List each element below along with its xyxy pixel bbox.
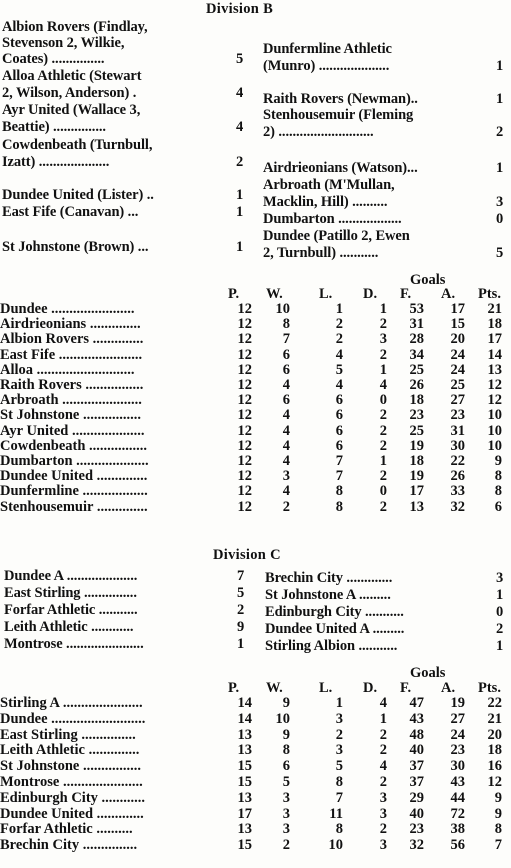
- stat-cell: 9: [494, 453, 502, 469]
- result-text: Montrose ......................: [4, 636, 144, 652]
- team-name: Dundee ..........................: [0, 710, 146, 727]
- stat-cell: 12: [237, 316, 252, 333]
- team-name: Dundee United ..............: [0, 468, 148, 485]
- result-score: 1: [236, 239, 244, 255]
- stat-cell: 12: [237, 498, 252, 515]
- stat-cell: 10: [487, 422, 502, 439]
- stat-cell: 40: [409, 742, 424, 759]
- result-score: 1: [496, 587, 504, 603]
- stat-cell: 31: [409, 316, 424, 333]
- team-name: St Johnstone ................: [0, 758, 141, 775]
- stat-cell: 6: [335, 422, 343, 439]
- stat-cell: 12: [237, 453, 252, 469]
- result-text: Dumbarton ..................: [263, 211, 402, 227]
- stat-cell: 8: [494, 468, 502, 485]
- result-score: 9: [237, 619, 245, 635]
- stat-cell: 10: [487, 437, 502, 454]
- stat-cell: 14: [237, 710, 252, 727]
- stat-cell: 8: [335, 774, 343, 790]
- result-text: Dundee A ....................: [4, 568, 138, 584]
- result-score: 1: [496, 58, 504, 74]
- stat-cell: 8: [494, 483, 502, 500]
- result-text: (Munro) ....................: [263, 58, 390, 74]
- table-row: [0, 775, 511, 791]
- stat-cell: 4: [282, 437, 290, 454]
- stat-cell: 25: [409, 422, 424, 439]
- column-header: W.: [266, 680, 283, 696]
- stat-cell: 48: [409, 726, 424, 743]
- division-b-heading: Division B: [206, 1, 274, 17]
- stat-cell: 8: [494, 821, 502, 838]
- stat-cell: 9: [494, 805, 502, 822]
- stat-cell: 8: [335, 498, 343, 515]
- result-score: 7: [237, 568, 245, 584]
- result-score: 0: [496, 604, 504, 620]
- stat-cell: 32: [409, 837, 424, 854]
- team-name: Dunfermline ..................: [0, 483, 148, 500]
- table-row: [0, 791, 511, 807]
- stat-cell: 2: [335, 316, 343, 333]
- stat-cell: 6: [494, 498, 502, 515]
- stat-cell: 2: [282, 837, 290, 854]
- result-score: 3: [496, 194, 504, 210]
- stat-cell: 7: [335, 453, 343, 469]
- stat-cell: 3: [282, 805, 290, 822]
- stat-cell: 21: [487, 710, 502, 727]
- stat-cell: 4: [282, 422, 290, 439]
- stat-cell: 43: [409, 710, 424, 727]
- stat-cell: 19: [409, 437, 424, 454]
- result-score: 4: [236, 85, 244, 101]
- team-name: St Johnstone ................: [0, 407, 141, 424]
- column-header: A.: [441, 286, 456, 302]
- stat-cell: 8: [335, 483, 343, 500]
- stat-cell: 25: [450, 377, 465, 393]
- stat-cell: 12: [237, 407, 252, 424]
- stat-cell: 7: [335, 789, 343, 806]
- stat-cell: 3: [282, 789, 290, 806]
- column-header: A.: [441, 680, 456, 696]
- stat-cell: 1: [379, 361, 387, 378]
- result-score: 5: [236, 51, 244, 67]
- stat-cell: 12: [487, 377, 502, 393]
- result-text: Izatt) ....................: [2, 154, 110, 170]
- stat-cell: 20: [450, 331, 465, 348]
- result-text: Dunfermline Athletic: [263, 41, 392, 57]
- result-text: Brechin City .............: [265, 570, 393, 586]
- team-name: Stirling A ......................: [0, 695, 143, 711]
- stat-cell: 17: [487, 331, 502, 348]
- stat-cell: 11: [329, 805, 343, 822]
- stat-cell: 1: [379, 301, 387, 317]
- stat-cell: 9: [494, 789, 502, 806]
- stat-cell: 23: [409, 407, 424, 424]
- result-score: 1: [496, 160, 504, 176]
- stat-cell: 23: [409, 821, 424, 838]
- stat-cell: 29: [409, 789, 424, 806]
- result-text: Arbroath (M'Mullan,: [263, 177, 395, 193]
- stat-cell: 13: [237, 789, 252, 806]
- stat-cell: 7: [494, 837, 502, 854]
- stat-cell: 17: [450, 301, 465, 317]
- stat-cell: 22: [450, 453, 465, 469]
- column-header: D.: [363, 680, 378, 696]
- stat-cell: 13: [487, 361, 502, 378]
- stat-cell: 13: [237, 742, 252, 759]
- stat-cell: 2: [379, 774, 387, 790]
- team-name: Dundee United .............: [0, 805, 144, 822]
- stat-cell: 2: [282, 498, 290, 515]
- column-header: F.: [400, 680, 412, 696]
- result-score: 5: [496, 245, 504, 261]
- column-header: Pts.: [478, 680, 501, 696]
- stat-cell: 5: [335, 361, 343, 378]
- stat-cell: 1: [335, 301, 343, 317]
- stat-cell: 40: [409, 805, 424, 822]
- team-name: Forfar Athletic ..........: [0, 821, 133, 838]
- stat-cell: 1: [379, 710, 387, 727]
- result-score: 1: [496, 91, 504, 107]
- stat-cell: 18: [487, 316, 502, 333]
- team-name: East Fife .......................: [0, 346, 143, 363]
- team-name: Raith Rovers ................: [0, 377, 144, 393]
- team-name: Leith Athletic ..............: [0, 742, 140, 759]
- result-text: Alloa Athletic (Stewart: [2, 68, 142, 84]
- stat-cell: 6: [335, 407, 343, 424]
- result-score: 1: [236, 187, 244, 203]
- stat-cell: 18: [409, 453, 424, 469]
- stat-cell: 28: [409, 331, 424, 348]
- stat-cell: 2: [335, 726, 343, 743]
- team-name: East Stirling ...............: [0, 726, 136, 743]
- stat-cell: 12: [487, 774, 502, 790]
- team-name: Airdrieonians ..............: [0, 316, 141, 333]
- stat-cell: 23: [450, 742, 465, 759]
- stat-cell: 26: [450, 468, 465, 485]
- stat-cell: 10: [275, 710, 290, 727]
- table-row: [0, 484, 511, 500]
- stat-cell: 3: [379, 805, 387, 822]
- stat-cell: 30: [450, 437, 465, 454]
- team-name: Ayr United ....................: [0, 422, 145, 439]
- stat-cell: 6: [282, 361, 290, 378]
- stat-cell: 2: [379, 437, 387, 454]
- team-name: Cowdenbeath ................: [0, 437, 148, 454]
- stat-cell: 14: [237, 695, 252, 711]
- stat-cell: 9: [282, 726, 290, 743]
- stat-cell: 24: [450, 346, 465, 363]
- result-text: 2, Wilson, Anderson) .: [2, 85, 137, 101]
- result-text: Raith Rovers (Newman)..: [263, 91, 418, 107]
- stat-cell: 10: [275, 301, 290, 317]
- stat-cell: 15: [237, 837, 252, 854]
- result-text: Dundee (Patillo 2, Ewen: [263, 228, 410, 244]
- stat-cell: 56: [450, 837, 465, 854]
- team-name: Arbroath ......................: [0, 392, 142, 409]
- stat-cell: 13: [237, 821, 252, 838]
- table-row: [0, 743, 511, 759]
- table-row: [0, 408, 511, 424]
- stat-cell: 13: [409, 498, 424, 515]
- stat-cell: 12: [237, 301, 252, 317]
- column-header: L.: [319, 680, 333, 696]
- stat-cell: 27: [450, 392, 465, 409]
- stat-cell: 6: [282, 392, 290, 409]
- stat-cell: 18: [487, 742, 502, 759]
- team-name: Edinburgh City ............: [0, 789, 146, 806]
- result-score: 4: [236, 119, 244, 135]
- stat-cell: 20: [487, 726, 502, 743]
- stat-cell: 24: [450, 361, 465, 378]
- table-row: [0, 696, 511, 712]
- result-text: Stenhousemuir (Fleming: [263, 107, 414, 123]
- result-score: 0: [496, 211, 504, 227]
- table-row: [0, 332, 511, 348]
- stat-cell: 22: [487, 695, 502, 711]
- column-header: D.: [363, 286, 378, 302]
- table-row: [0, 712, 511, 728]
- stat-cell: 12: [237, 483, 252, 500]
- stat-cell: 2: [379, 726, 387, 743]
- stat-cell: 26: [409, 377, 424, 393]
- column-header: W.: [266, 286, 283, 302]
- result-text: St Johnstone (Brown) ...: [2, 239, 149, 255]
- stat-cell: 4: [379, 377, 387, 393]
- stat-cell: 12: [237, 437, 252, 454]
- stat-cell: 4: [379, 695, 387, 711]
- result-score: 5: [237, 585, 245, 601]
- stat-cell: 37: [409, 758, 424, 775]
- stat-cell: 3: [379, 837, 387, 854]
- result-score: 3: [496, 570, 504, 586]
- stat-cell: 12: [237, 361, 252, 378]
- team-name: Albion Rovers ..............: [0, 331, 144, 348]
- stat-cell: 13: [237, 726, 252, 743]
- stat-cell: 15: [237, 758, 252, 775]
- result-text: Cowdenbeath (Turnbull,: [2, 137, 153, 153]
- result-text: Stevenson 2, Wilkie,: [2, 35, 125, 51]
- stat-cell: 7: [282, 331, 290, 348]
- stat-cell: 37: [409, 774, 424, 790]
- stat-cell: 17: [409, 483, 424, 500]
- team-name: Dumbarton ....................: [0, 453, 149, 469]
- stat-cell: 14: [487, 346, 502, 363]
- stat-cell: 34: [409, 346, 424, 363]
- result-text: 2) ...........................: [263, 124, 374, 140]
- stat-cell: 12: [237, 346, 252, 363]
- result-text: Albion Rovers (Findlay,: [2, 19, 148, 35]
- stat-cell: 24: [450, 726, 465, 743]
- stat-cell: 9: [282, 695, 290, 711]
- result-text: Coates) ...............: [2, 51, 105, 67]
- result-score: 1: [496, 638, 504, 654]
- stat-cell: 3: [335, 710, 343, 727]
- division-b-goals-label: Goals: [410, 272, 446, 288]
- stat-cell: 19: [409, 468, 424, 485]
- result-text: Macklin, Hill) ..........: [263, 194, 388, 210]
- stat-cell: 12: [237, 331, 252, 348]
- stat-cell: 5: [282, 774, 290, 790]
- stat-cell: 15: [237, 774, 252, 790]
- table-row: [0, 759, 511, 775]
- result-score: 1: [237, 636, 245, 652]
- stat-cell: 6: [282, 346, 290, 363]
- stat-cell: 53: [409, 301, 424, 317]
- stat-cell: 8: [335, 821, 343, 838]
- stat-cell: 44: [450, 789, 465, 806]
- stat-cell: 6: [282, 758, 290, 775]
- result-text: Edinburgh City ...........: [265, 604, 404, 620]
- stat-cell: 27: [450, 710, 465, 727]
- table-row: [0, 500, 511, 516]
- stat-cell: 10: [328, 837, 343, 854]
- team-name: Montrose ......................: [0, 774, 143, 790]
- stat-cell: 4: [282, 453, 290, 469]
- stat-cell: 3: [379, 331, 387, 348]
- stat-cell: 3: [282, 821, 290, 838]
- stat-cell: 12: [237, 377, 252, 393]
- result-text: Airdrieonians (Watson)...: [263, 160, 418, 176]
- stat-cell: 21: [487, 301, 502, 317]
- stat-cell: 2: [379, 742, 387, 759]
- stat-cell: 4: [335, 346, 343, 363]
- stat-cell: 32: [450, 498, 465, 515]
- result-text: Beattie) ...............: [2, 119, 106, 135]
- stat-cell: 8: [282, 316, 290, 333]
- stat-cell: 2: [379, 407, 387, 424]
- stat-cell: 0: [379, 483, 387, 500]
- stat-cell: 2: [379, 498, 387, 515]
- column-header: F.: [400, 286, 412, 302]
- stat-cell: 8: [282, 742, 290, 759]
- stat-cell: 4: [379, 758, 387, 775]
- result-score: 1: [236, 204, 244, 220]
- result-text: Dundee United A .........: [265, 621, 405, 637]
- stat-cell: 1: [379, 453, 387, 469]
- stat-cell: 19: [450, 695, 465, 711]
- column-header: L.: [319, 286, 333, 302]
- stat-cell: 16: [487, 758, 502, 775]
- stat-cell: 47: [409, 695, 424, 711]
- result-text: 2, Turnbull) ...........: [263, 245, 379, 261]
- stat-cell: 7: [335, 468, 343, 485]
- result-score: 2: [236, 154, 244, 170]
- table-row: [0, 728, 511, 744]
- stat-cell: 2: [379, 316, 387, 333]
- result-score: 2: [496, 621, 504, 637]
- column-header: P.: [228, 680, 240, 696]
- result-text: East Fife (Canavan) ...: [2, 204, 139, 220]
- stat-cell: 2: [379, 422, 387, 439]
- stat-cell: 10: [487, 407, 502, 424]
- table-row: [0, 838, 511, 854]
- team-name: Dundee .......................: [0, 301, 135, 317]
- stat-cell: 2: [335, 331, 343, 348]
- stat-cell: 3: [335, 742, 343, 759]
- column-header: P.: [228, 286, 240, 302]
- stat-cell: 31: [450, 422, 465, 439]
- result-text: Leith Athletic ............: [4, 619, 134, 635]
- division-c-heading: Division C: [213, 547, 281, 563]
- result-text: East Stirling ...............: [4, 585, 137, 601]
- stat-cell: 12: [237, 422, 252, 439]
- stat-cell: 12: [237, 392, 252, 409]
- stat-cell: 4: [335, 377, 343, 393]
- result-text: Forfar Athletic ...........: [4, 602, 138, 618]
- stat-cell: 38: [450, 821, 465, 838]
- stat-cell: 6: [335, 392, 343, 409]
- stat-cell: 4: [282, 483, 290, 500]
- stat-cell: 4: [282, 377, 290, 393]
- table-row: [0, 822, 511, 838]
- stat-cell: 17: [237, 805, 252, 822]
- result-score: 2: [237, 602, 245, 618]
- team-name: Stenhousemuir ..............: [0, 498, 148, 515]
- result-score: 2: [496, 124, 504, 140]
- stat-cell: 12: [487, 392, 502, 409]
- stat-cell: 43: [450, 774, 465, 790]
- column-header: Pts.: [478, 286, 501, 302]
- result-text: Dundee United (Lister) ..: [2, 187, 154, 203]
- stat-cell: 30: [450, 758, 465, 775]
- stat-cell: 3: [282, 468, 290, 485]
- stat-cell: 2: [379, 821, 387, 838]
- stat-cell: 1: [335, 695, 343, 711]
- stat-cell: 5: [335, 758, 343, 775]
- table-row: [0, 807, 511, 823]
- result-text: St Johnstone A .........: [265, 587, 391, 603]
- stat-cell: 2: [379, 468, 387, 485]
- stat-cell: 6: [335, 437, 343, 454]
- stat-cell: 15: [450, 316, 465, 333]
- division-c-goals-label: Goals: [410, 665, 446, 681]
- stat-cell: 25: [409, 361, 424, 378]
- stat-cell: 0: [379, 392, 387, 409]
- stat-cell: 33: [450, 483, 465, 500]
- stat-cell: 72: [450, 805, 465, 822]
- stat-cell: 2: [379, 346, 387, 363]
- team-name: Alloa ...........................: [0, 361, 135, 378]
- result-text: Stirling Albion ...........: [265, 638, 398, 654]
- stat-cell: 12: [237, 468, 252, 485]
- stat-cell: 3: [379, 789, 387, 806]
- result-text: Ayr United (Wallace 3,: [2, 102, 141, 118]
- team-name: Brechin City ...............: [0, 837, 138, 854]
- stat-cell: 18: [409, 392, 424, 409]
- stat-cell: 23: [450, 407, 465, 424]
- stat-cell: 4: [282, 407, 290, 424]
